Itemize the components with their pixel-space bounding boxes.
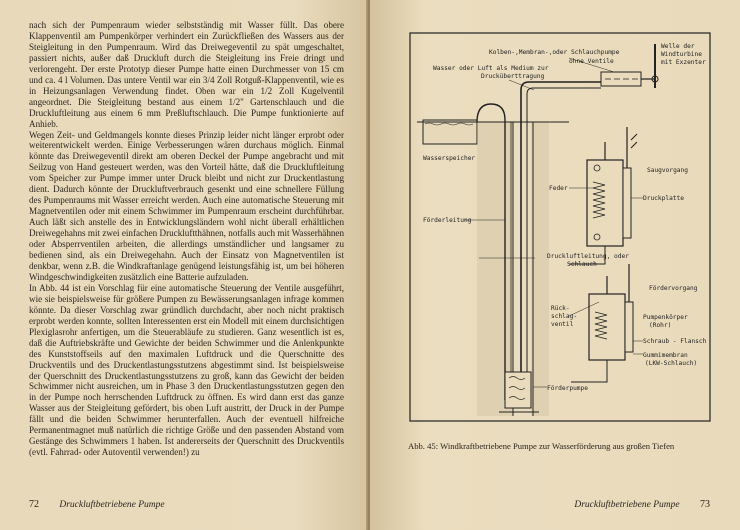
label-druckluft-2: Schlauch bbox=[567, 261, 597, 268]
right-footer bbox=[574, 499, 710, 510]
label-foerderleitung: Förderleitung bbox=[423, 217, 472, 224]
label-gummi-1: Gummimembran bbox=[643, 352, 688, 359]
label-druckplatte: Druckplatte bbox=[643, 195, 684, 202]
left-running-title: Druckluftbetriebene Pumpe bbox=[59, 500, 165, 510]
label-kolben: Kolben-,Membran-,oder Schlauchpumpe bbox=[489, 49, 620, 56]
label-rueck-2: schlag- bbox=[551, 313, 578, 320]
label-medium-1: Wasser oder Luft als Medium zur bbox=[433, 65, 549, 72]
label-pumpenkoerper-1: Pumpenkörper bbox=[643, 314, 688, 321]
paragraph-2: Wegen Zeit- und Geldmangels konnte dieses Prinzip leider nicht länger erprobt oder weiterentwickelt werden. Einige Verbesserungen wären durchaus möglich. Einmal könnte das Dreiwegeventil direkt am oberen Deckel der Pumpe angebracht und mit Seilzug von Hand gesteuert werden, was den Vorteil hätte, daß die Druckluftleitung vom Speicher zur Pumpe immer unter Druck bleibt und nicht zur Druckentlastung dient. Dadurch könnte der Druckluftverbrauch gesenkt und eine schnellere Füllung des Pumpenraums mit Wasser erreicht werden. Auch eine automatische Steuerung mit Magnetventilen oder mit einem Schwimmer im Pumpenraum erscheint durchführbar. Auch läßt sich anstelle des in Entwicklungsländern wohl nicht überall erhältlichen Dreiwegehahns mit zwei einfachen Druckluftthähnen, notfalls auch mit Wasserhähnen oder Absperrventilen arbeiten, die allerdings umständlicher und langsamer zu bedienen sind, als ein Dreiwegehahn. Auch der Einsatz von Magnetventilen ist denkbar, wenn z.B. die Windkraftanlage genügend leistungsfähig ist, um bei höheren Windgeschwindigkeiten zusätzlich eine Batterie aufzuladen. bbox=[29, 129, 344, 282]
label-druckluft-1: Druckluftleitung, oder bbox=[547, 253, 629, 260]
label-welle-1: Welle der bbox=[661, 43, 695, 50]
left-page-body bbox=[29, 20, 344, 458]
detail-suction-plate bbox=[623, 168, 631, 238]
label-saugvorgang: Saugvorgang bbox=[647, 167, 688, 174]
label-rueck-3: ventil bbox=[551, 321, 574, 328]
ground-right bbox=[531, 122, 549, 416]
paragraph-1: nach sich der Pumpenraum wieder selbstständig mit Wasser füllt. Das obere Klappenventil am Pumpenkörper verhindert ein Zurückfließen des Wassers aus der Steigleitung in den Pumpenraum. Wird das Dreiwegeventil zu spät umgeschaltet, passiert nichts, außer daß Druckluft durch die Steigleitung ins Freie dringt und verlorengeht. Der erste Prototyp dieser Pumpe hatte einen Durchmesser von 15 cm und ca. 4 l Volumen. Das untere Ventil war ein 3/4 Zoll Rotguß-Klappenventil, wie es in Heizungsanlagen Verwendung findet. Oben war ein 1/2 Zoll Kugelventil angeordnet. Die Steigleitung bestand aus einem 1/2" Gartenschlauch und die Druckluftleitung aus einem 6 mm Preßluftschlauch. Die Pumpe funktionierte auf Anhieb. bbox=[29, 20, 344, 129]
paragraph-3: In Abb. 44 ist ein Vorschlag für eine automatische Steuerung der Ventile ausgeführt, wie sie beispielsweise für größere Pumpen zu Bewässerungsanlagen infrage kommen könnte. Da dieser Vorschlag zwar gründlich durchdacht, aber noch nicht praktisch erprobt werden konnte, sollten Interessenten erst ein Modell mit einem durchsichtigen Plexiglasrohr anfertigen, um die Steuerabläufe zu studieren. Ganz wesentlich ist es, daß die Auftriebskräfte und Gewichte der beiden Schwimmer und die Anlenkpunkte des Kunststoffseils auf den maximalen Luftdruck und die Querschnitte des Druckventils und des Druckentlastungsstutzens abgestimmt sind. Ist beispielsweise der Querschnitt des Druckentlastungsstutzens zu groß, kann das Gewicht der beiden Schwimmer nicht ausreichen, um in Phase 3 den Druckentlastungsstutzen gegen den in der Pumpe noch herrschenden Luftdruck zu öffnen. Es wird dann erst das ganze Wasser aus der Steigleitung gefördert, bis oben Luft austritt, der Druck in der Pumpe fällt und die beiden Schwimmer herunterfallen. Auch der eventuell hilfreiche Permanentmagnet muß natürlich die richtige Größe und den passenden Abstand vom Gestänge des Schwimmers 1 haben. Ist andererseits der Querschnitt des Druckventils (evtl. Fahrrad- oder Autoventil verwenden!) zu bbox=[29, 282, 344, 458]
label-ohne-ventile: ohne Ventile bbox=[569, 58, 614, 65]
left-page-number: 72 bbox=[29, 499, 39, 510]
figure-caption: Abb. 45: Windkraftbetriebene Pumpe zur Wasserförderung aus großen Tiefen bbox=[408, 441, 675, 451]
label-schraub: Schraub - Flansch bbox=[643, 338, 707, 345]
pump-diagram bbox=[409, 32, 711, 422]
water-tank bbox=[423, 120, 477, 144]
left-page bbox=[0, 0, 368, 530]
label-foerderpumpe: Förderpumpe bbox=[547, 385, 588, 392]
figure-45 bbox=[409, 32, 711, 422]
right-page-number: 73 bbox=[700, 499, 710, 510]
label-feder: Feder bbox=[549, 185, 568, 192]
label-gummi-2: (LKW-Schlauch) bbox=[645, 360, 698, 367]
label-rueck-1: Rück- bbox=[551, 305, 570, 312]
label-welle-2: Windturbine bbox=[661, 51, 702, 58]
left-footer bbox=[29, 499, 165, 510]
label-medium-2: Drucküberttragung bbox=[481, 73, 545, 80]
label-speicher: Wasserspeicher bbox=[423, 155, 476, 162]
label-welle-3: mit Exzenter bbox=[661, 59, 706, 66]
label-pumpenkoerper-2: (Rohr) bbox=[649, 322, 672, 329]
bottom-pump bbox=[505, 372, 531, 408]
label-foerdervorgang: Fördervorgang bbox=[649, 285, 698, 292]
right-page bbox=[370, 0, 740, 530]
right-running-title: Druckluftbetriebene Pumpe bbox=[574, 500, 680, 510]
